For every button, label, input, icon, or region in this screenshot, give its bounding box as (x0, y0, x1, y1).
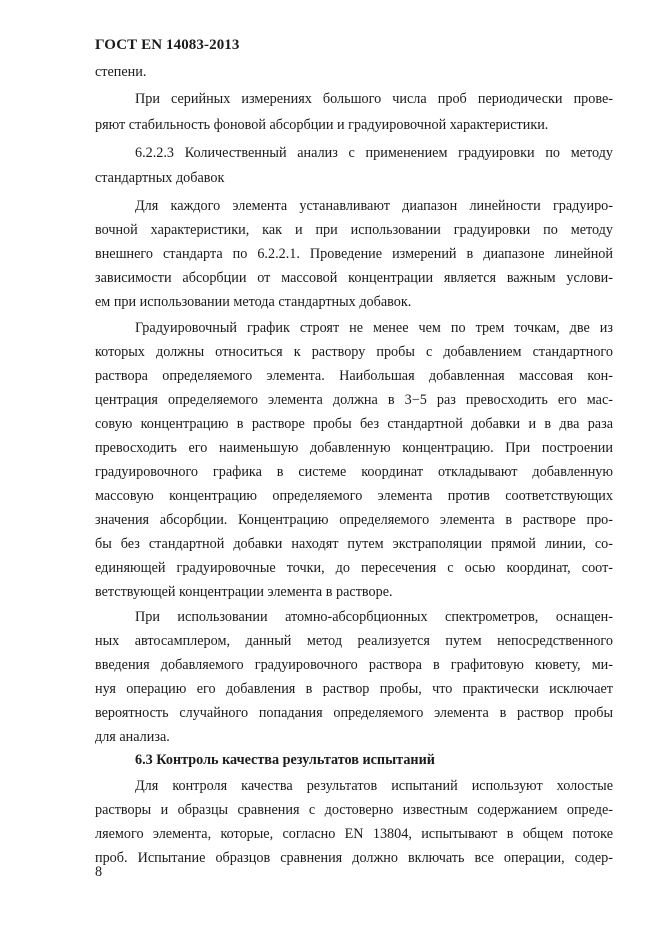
text-line: вероятность случайного попадания определяемого элемента в раствор пробы (95, 705, 613, 721)
text-line: При использовании атомно-абсорбционных спектрометров, оснащен- (135, 609, 613, 625)
text-line: значения абсорбции. Концентрацию определяемого элемента в растворе про- (95, 512, 613, 528)
document-header: ГОСТ EN 14083-2013 (95, 37, 240, 53)
text-line: Для каждого элемента устанавливают диапазон линейности градуиро- (135, 198, 613, 214)
text-line: вочной характеристики, как и при использовании градуировки по методу (95, 222, 613, 238)
text-line: Для контроля качества результатов испытаний используют холостые (135, 778, 613, 794)
text-line: степени. (95, 64, 147, 80)
text-line: ем при использовании метода стандартных добавок. (95, 294, 412, 310)
text-line: зависимости абсорбции от массовой концентрации является важным услови- (95, 270, 613, 286)
text-line: массовую концентрацию определяемого элемента против соответствующих (95, 488, 613, 504)
text-line: При серийных измерениях большого числа проб периодически прове- (135, 91, 613, 107)
text-line: которых должны относиться к раствору пробы с добавлением стандартного (95, 344, 613, 360)
section-heading-line: 6.2.2.3 Количественный анализ с применением градуировки по методу (135, 145, 613, 161)
page-number: 8 (95, 864, 103, 880)
text-line: для анализа. (95, 729, 170, 745)
text-line: бы без стандартной добавки находят путем экстраполяции прямой линии, со- (95, 536, 613, 552)
text-line: раствора определяемого элемента. Наибольшая добавленная массовая кон- (95, 368, 613, 384)
text-line: растворы и образцы сравнения с достоверно известным содержанием опреде- (95, 802, 613, 818)
text-line: ных автосамплером, данный метод реализуется путем непосредственного (95, 633, 613, 649)
text-line: единяющей градуировочные точки, до пересечения с осью координат, соот- (95, 560, 613, 576)
text-line: Градуировочный график строят не менее чем по трем точкам, две из (135, 320, 613, 336)
text-line: внешнего стандарта по 6.2.2.1. Проведение измерений в диапазоне линейной (95, 246, 613, 262)
text-line: ветствующей концентрации элемента в растворе. (95, 584, 393, 600)
text-line: введения добавляемого градуировочного раствора в графитовую кювету, ми- (95, 657, 613, 673)
text-line: градуировочного графика в системе координат откладывают добавленную (95, 464, 613, 480)
text-line: превосходить его наименьшую добавленную концентрацию. При построении (95, 440, 613, 456)
text-line: ляемого элемента, которые, согласно EN 13804, испытывают в общем потоке (95, 826, 613, 842)
text-line: центрация определяемого элемента должна в 3−5 раз превосходить его мас- (95, 392, 613, 408)
text-line: нуя операцию его добавления в раствор пробы, что практически исключает (95, 681, 613, 697)
section-title: 6.3 Контроль качества результатов испытаний (135, 752, 435, 768)
text-line: совую концентрацию в растворе пробы без стандартной добавки и в два раза (95, 416, 613, 432)
section-heading-line: стандартных добавок (95, 170, 225, 186)
text-line: ряют стабильность фоновой абсорбции и градуировочной характеристики. (95, 117, 549, 133)
text-line: проб. Испытание образцов сравнения должно включать все операции, содер- (95, 850, 613, 866)
